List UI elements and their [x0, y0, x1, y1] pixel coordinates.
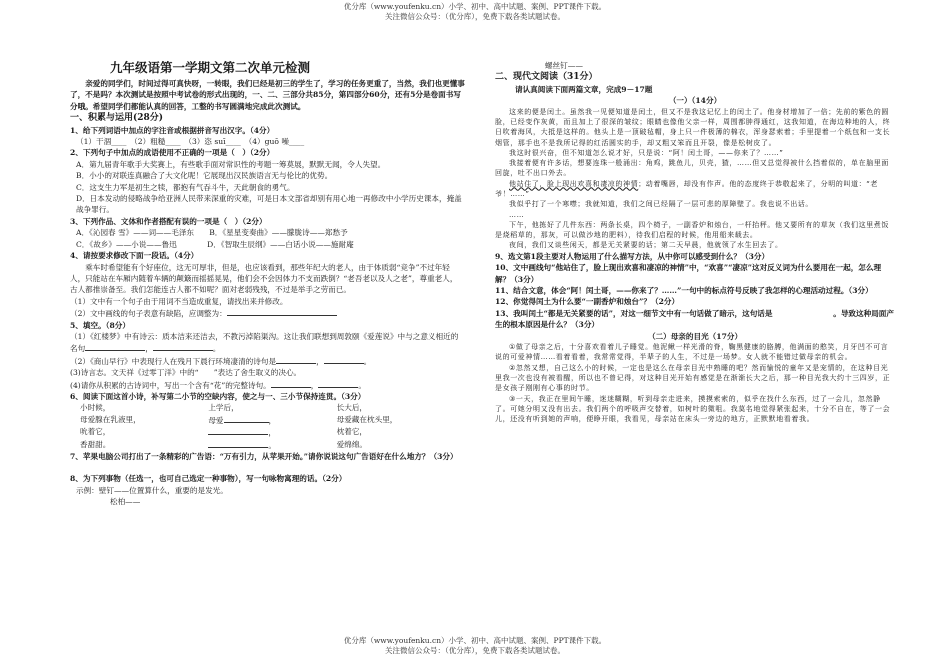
question-4-paragraph: 乘车时希望能有个好座位，这无可厚非，但是，也应该看到，那些年纪大的老人，由于体质弱“竞争”不过年轻人，只能站在车厢内随着车辆的颠簸而摇摇晃晃，他们会不会因体力不支而跌倒？“老吾老以及人之老”，尊重老人，古人都推崇备至。我们怎能连古人都不如呢？面对老弱残残，不过是举手之劳而已。 — [70, 262, 458, 295]
question-2: 2、下列句子中加点的成语使用不正确的一项是（ ）（2分） — [70, 148, 275, 158]
question-8: 8、为下列事物（任选一，也可自己选定一种事物），写一句咏物寓理的话。（2分） — [70, 474, 347, 484]
passage-2-paragraph: ②忽然又想，自己这么小的时候，一定也是这么在母亲目光中熟睡的吧？然而愉悦的童年又是宠情的，在这种目光里我一次也没有被看醒，所以也不曾记得，对这种目光开始有感觉是在渐渐长大之后，那一种目光我大约十三四岁，正是女孩子刚刚有心事的时节。 — [495, 363, 891, 393]
question-2-option-d: D．日本发动的侵略战争给亚洲人民带来深重的灾难，可是日本文部省却别有用心地一再修改中小学历史课本，掩盖战争罪行。 — [76, 194, 462, 215]
footer-line-1: 优分库（www.youfenku.cn）小学、初中、高中试题、案例、PPT课件下载。 — [343, 636, 607, 645]
exam-title: 九年级语第一学期文第二次单元检测 — [110, 60, 311, 75]
poem — [70, 402, 465, 451]
footer-line-2: 关注微信公众号：（优分库），免费下载各类试题试卷。 — [385, 646, 565, 655]
poem-line: 小时候， 上学后， 长大后， — [80, 403, 368, 413]
header-line-2: 关注微信公众号：（优分库），免费下载各类试题试卷。 — [385, 12, 565, 21]
question-2-option-a: A．第九届青年歌手大奖赛上，有些歌手面对常识性的考题一筹莫展，默默无闻，令人失望。 — [76, 159, 386, 169]
underlined-sentence: 他站住了，脸上现出欢喜和凄凉的神情 — [509, 179, 639, 188]
question-3-options-ab: A．《沁园春 雪》——词——毛泽东 B．《星星变奏曲》——朦胧诗——郑愁予 — [76, 228, 348, 238]
header-line-1: 优分库（www.youfenku.cn）小学、初中、高中试题、案例、PPT课件下载。 — [343, 2, 607, 11]
left-column — [70, 60, 465, 508]
question-8-example: 示例：壁钉——位置算什么，重要的是发光。 — [76, 485, 228, 495]
poem-line: 吮着它， ， 枕着它， — [80, 427, 368, 438]
passage-1-paragraph: 我这时很兴奋，但不知道怎么说才好，只是说：“阿！闰土哥，——你来了？……” — [509, 148, 784, 157]
poem-line: 香甜甜。 。 爱绵绵。 — [80, 439, 368, 450]
question-6: 6、阅读下面这首小诗，补写第二小节的空缺内容，使之与一、三小节保持连贯。（3分） — [70, 391, 366, 401]
passage-1-paragraph: 夜间，我们又谈些闲天，都是无关紧要的话；第二天早晨，他就领了水生回去了。 — [509, 241, 783, 250]
question-12: 12、你觉得闰土为什么要“一副香炉和烛台”？（2分） — [495, 297, 680, 307]
question-13: 13、我叫闰土“都是无关紧要的话”，对这一细节文中有一句话做了暗示，这句话是 。导致这种局面产生的根本原因是什么？（3分） — [495, 308, 894, 330]
question-3-options-cd: C．《故乡》——小说——鲁迅 D．《智取生辰纲》——白话小说——施耐庵 — [76, 239, 354, 249]
question-5-part-3: (3)诗言志。文天祥《过零丁洋》中的“ ”表达了舍生取义的决心。 — [70, 368, 302, 378]
question-5-part-2: （2）《商山早行》中表现行人在残月下晨行环境凄清的诗句是 ， 。 — [70, 356, 372, 366]
exam-intro: 亲爱的同学们，时间过得可真快呀，一转眼，我们已经是初三的学生了，学习的任务更重了，当然，我们也更懂事了，不是吗？本次测试是按照中考试卷的形式出现的，一、二、三部分共85分，第四部分60分，还有5分是卷面书写分哦。希望同学们都能认真的回答，工整的书写圆满地完成此次测试。 — [70, 79, 465, 111]
question-1: 1、给下列词语中加点的字注音或根据拼音写出汉字。（4分） — [70, 125, 275, 135]
passage-2 — [495, 342, 895, 424]
passage-1-paragraph: 我接着便有许多话，想要连珠一般涌出：角鸡，跳鱼儿，贝壳，猹，……但又总觉得被什么挡着似的，单在脑里面回旋，吐不出口外去。 — [495, 159, 889, 178]
section-1-heading: 一、积累与运用(28分) — [70, 113, 164, 124]
question-4-part-2: （2）文中画线的句子表意有缺陷，应调整为： — [70, 307, 465, 319]
passage-2-paragraph: ①做了母亲之后，十分喜欢看着儿子睡觉。他泥鳅一样光滑的脊，鞠黑健康的胳膊，他满面的憨笑，月牙凹不可言说的可爱神情……看着看着，我常常觉得，半辈子的人生，不过是一场梦。女人就不能错过做母亲的机会。 — [495, 343, 889, 362]
part-1-heading: （一）（14分） — [668, 96, 722, 106]
part-2-heading: （二）母亲的目光（17分） — [647, 331, 743, 341]
passage-1-paragraph: 下午，他拣好了几件东西：两条长桌，四个椅子，一副香炉和烛台，一杆抬秤。他又要所有的草灰（我们这里煮饭是烧稻草的，那灰，可以做沙地的肥料），待我们启程的时候，他用船来载去。 — [495, 220, 889, 240]
question-7: 7、苹果电脑公司打出了一条精彩的广告语：“万有引力，从苹果开始。”请你说说这句广告语好在什么地方？（3分） — [70, 452, 458, 461]
question-8-item: 松柏—— — [110, 497, 141, 507]
question-8-item-2: 螺丝钉—— — [545, 61, 583, 70]
section-2-description: 请认真阅读下面两篇文章，完成9－17题 — [515, 84, 653, 94]
question-11: 11、结合文意，体会“阿！闰土哥，——你来了？……”一句中的标点符号反映了我怎样的心理活动过程。（3分） — [495, 286, 873, 295]
question-2-option-b: B．小小的对联连真融合了大文化呢！它展现出汉民族语言无与伦比的优势。 — [76, 171, 333, 181]
passage-1-paragraph: 我似乎打了一个寒噤；我就知道，我们之间已经隔了一层可悲的厚障壁了。我也说不出话。 — [509, 200, 813, 209]
question-4: 4、请按要求修改下面一段话。（4分） — [70, 251, 199, 261]
question-1-items: （1）干涸____ （2）粗糙____ （3）恣 suī____ （4）guō 噪____ — [76, 137, 305, 147]
question-4-part-1: （1）文中有一个句子由于用词不当造成重复，请找出来并修改。 — [70, 296, 288, 306]
question-5-part-1: （1）《红楼梦》中有诗云：质本洁来还洁去，不教污淖陷渠沟。这让我们联想到周敦颐《爱莲说》中与之意义相近的名句 ， 。 — [70, 331, 459, 354]
question-2-option-c: C．这支生力军是初生之犊，都抱有气吞斗牛，天此朝食的勇气。 — [76, 182, 295, 192]
question-10: 10、文中画线句“他站住了，脸上现出欢喜和凄凉的神情”中，“欢喜”“凄凉”这对反义词为什么要用在一起，怎么理解？（3分） — [495, 263, 882, 284]
passage-1-paragraph: 他站住了，脸上现出欢喜和凄凉的神情；动着嘴唇，却没有作声。他的态度终于恭敬起来了，分明的叫道：“老爷！……” — [495, 179, 879, 198]
question-9: 9、选文第1段主要对人物运用了什么描写方法，从中你可以感受到什么？（3分） — [495, 251, 770, 261]
poem-line: 母爱腺在乳液里， 母爱 ， 母爱藏在枕头里， — [80, 414, 398, 425]
section-2-heading: 二、现代文阅读（31分） — [495, 72, 598, 83]
passage-1-paragraph: 这来的便是闰土。虽然我一见便知道是闰土，但又不是我这记忆上的闰土了。他身材增加了一倍；先前的紫色的圆脸，已经变作灰黄，而且加上了很深的皱纹；眼睛也像他父亲一样，周围都肿得通红，这我知道，在海边种地的人，终日吹着海风，大抵是这样的。他头上是一顶破毡帽，身上只一件极薄的棉衣，浑身瑟索着；手里提着一个纸包和一支长烟管，那手也不是我所记得的红活圆实的手，却又粗又笨而且开裂，像是松树皮了。 — [495, 107, 891, 147]
question-3: 3、下列作品、文体和作者搭配有误的一项是（ ）（2分） — [70, 216, 267, 226]
passage-1 — [495, 107, 895, 251]
right-column — [495, 60, 895, 424]
page-header — [0, 2, 950, 22]
passage-1-paragraph: …… — [509, 210, 525, 219]
question-5-part-4: (4)请你从积累的古诗词中，写出一个含有“花”的完整诗句。 ， 。 — [70, 380, 366, 390]
page-footer — [0, 636, 950, 656]
passage-2-paragraph: ③一天，我正在里间午睡，迷迷糊糊，听到母亲走进来，摸摸索索的，似乎在找什么东西，过了一会儿，忽然静了。可她分明又没有出去。我们两个的呼吸声交替着，如树叶的微咀。我莫名地觉得紧张起来，十分不自在，等了一会儿，还没有听到她的声响，便睁开眼，我看见，母亲站在床头一旁边的地方，正默默地看着我。 — [495, 394, 891, 424]
question-5: 5、填空。（8分） — [70, 320, 130, 330]
